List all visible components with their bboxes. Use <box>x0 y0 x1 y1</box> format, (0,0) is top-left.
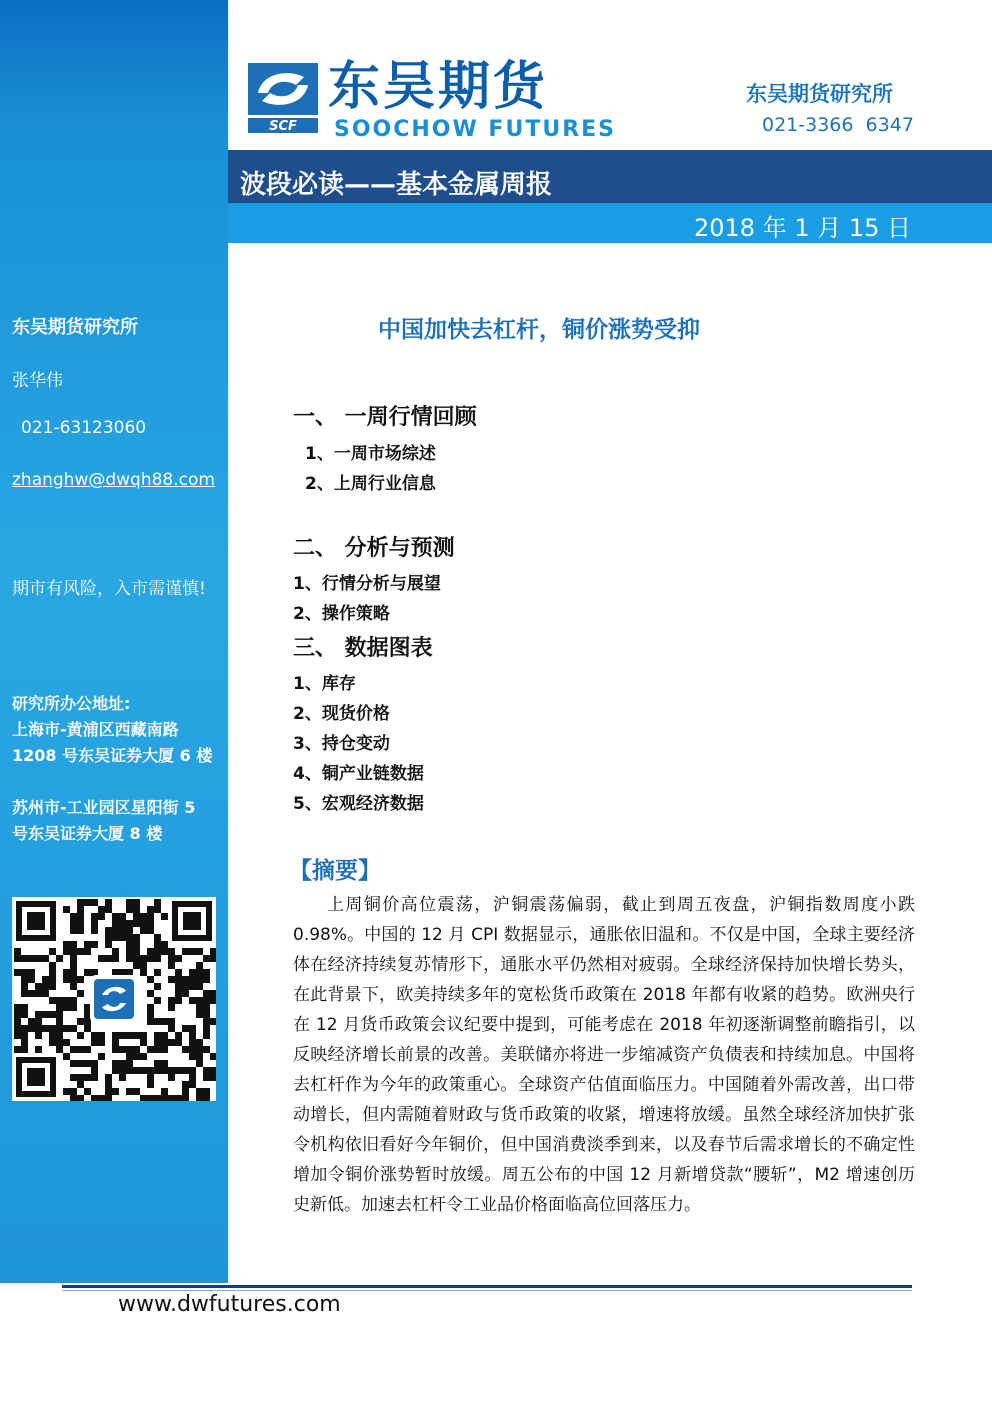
svg-text:SCF: SCF <box>269 119 297 133</box>
email-link[interactable]: zhanghw@dwqh88.com <box>12 470 215 490</box>
sidebar-email[interactable] <box>12 470 215 490</box>
footer-url[interactable]: www.dwfutures.com <box>118 1292 341 1317</box>
footer-divider-thin <box>62 1290 912 1291</box>
risk-notice: 期市有风险，入市需谨慎! <box>12 579 206 599</box>
toc-item: 5、宏观经济数据 <box>293 794 424 814</box>
headline: 中国加快去杠杆，铜价涨势受抑 <box>378 317 700 343</box>
header-phone: 021-3366 6347 <box>762 114 914 136</box>
address-label: 研究所办公地址: <box>12 694 131 713</box>
toc-item: 3、持仓变动 <box>293 734 390 754</box>
sidebar-author: 张华伟 <box>12 371 63 391</box>
footer-divider <box>62 1285 912 1288</box>
scf-logo-icon <box>248 63 318 133</box>
toc-section-1: 一、 一周行情回顾 <box>293 405 477 430</box>
toc-item: 2、操作策略 <box>293 604 390 624</box>
address2-line2: 号东吴证券大厦 8 楼 <box>12 824 163 843</box>
report-date: 2018 年 1 月 15 日 <box>694 214 912 242</box>
brand-name-cn: 东吴期货 <box>328 57 549 117</box>
brand-name-en: SOOCHOW FUTURES <box>334 117 617 142</box>
address1-line1: 上海市-黄浦区西藏南路 <box>12 720 179 739</box>
toc-item: 4、铜产业链数据 <box>293 764 424 784</box>
abstract-body: 上周铜价高位震荡，沪铜震荡偏弱，截止到周五夜盘，沪铜指数周度小跌 0.98%。中国的 12 月 CPI 数据显示，通胀依旧温和。不仅是中国，全球主要经济体在经济持续复苏情形下，通胀水平仍然相对疲弱。全球经济保持加快增长势头，在此背景下，欧美持续多年的宽松货币政策在 2018 年都有收紧的趋势。欧洲央行在 12 月货币政策会议纪要中提到，可能考虑在 2018 年初逐渐调整前瞻指引，以反映经济增长前景的改善。美联储亦将进一步缩减资产负债表和持续加息。中国将去杠杆作为今年的政策重心。全球资产估值面临压力。中国随着外需改善，出口带动增长，但内需随着财政与货币政策的收紧，增速将放缓。虽然全球经济加快扩张令机构依旧看好今年铜价，但中国消费淡季到来，以及春节后需求增长的不确定性增加令铜价涨势暂时放缓。周五公布的中国 12 月新增贷款“腰斩”，M2 增速创历史新低。加速去杠杆令工业品价格面临高位回落压力。 <box>293 895 915 1215</box>
address2-line1: 苏州市-工业园区星阳街 5 <box>12 798 196 817</box>
sidebar-phone: 021-63123060 <box>21 418 147 438</box>
address1-line2: 1208 号东吴证券大厦 6 楼 <box>12 746 213 765</box>
toc-item: 2、现货价格 <box>293 704 390 724</box>
report-title: 波段必读——基本金属周报 <box>240 170 553 200</box>
sidebar-institute: 东吴期货研究所 <box>12 317 138 338</box>
toc-section-3: 三、 数据图表 <box>293 636 433 661</box>
toc-item: 1、行情分析与展望 <box>293 574 441 594</box>
toc-item: 1、一周市场综述 <box>305 444 436 464</box>
header-institute: 东吴期货研究所 <box>746 82 893 106</box>
toc-section-2: 二、 分析与预测 <box>293 536 455 561</box>
qr-code-icon <box>12 897 216 1101</box>
abstract-title: 【摘要】 <box>289 858 381 884</box>
toc-item: 2、上周行业信息 <box>305 474 436 494</box>
toc-item: 1、库存 <box>293 674 356 694</box>
